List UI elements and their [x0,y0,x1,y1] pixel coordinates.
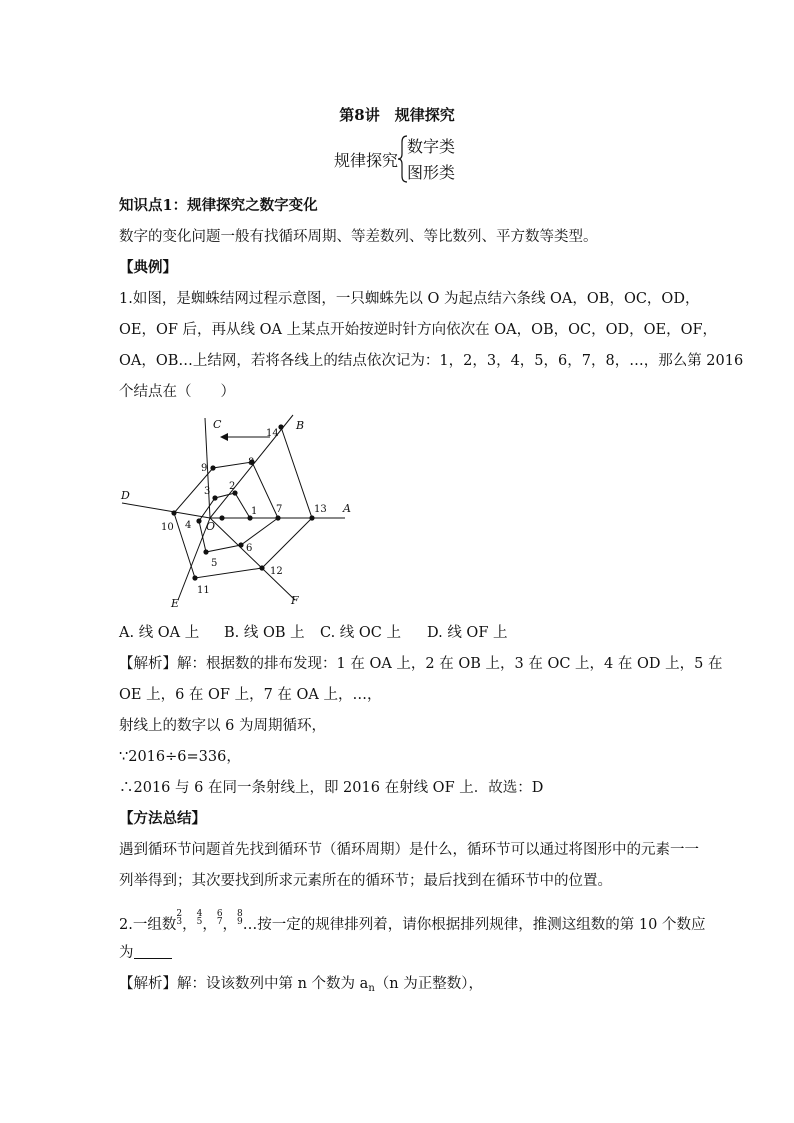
kp1-heading: 知识点1：规律探究之数字变化 [119,197,318,214]
option-d: D. 线 OF 上 [427,625,508,641]
q1-line-3: OA，OB…上结网，若将各线上的结点依次记为：1，2，3，4，5，6，7，8，…，那么第 2016 [119,353,744,369]
node-6: 6 [246,543,253,554]
outline-root: 规律探究 [334,151,399,170]
node-9: 9 [201,463,208,474]
q2-suffix: …按一定的规律排列着，请你根据排列规律，推测这组数的第 10 个数应 [242,917,706,933]
q2-prefix: 2.一组数 [119,917,177,933]
page-title: 第8讲 规律探究 [339,106,455,124]
node-5: 5 [211,558,218,569]
node-4: 4 [185,520,192,531]
a1-line-1: 【解析】解：根据数的排布发现：1 在 OA 上，2 在 OB 上，3 在 OC 上，4 在 OD 上，5 在 [119,656,723,672]
outline-branch-number: 数字类 [407,137,456,156]
label-O: O [206,520,216,533]
node-14: 14 [266,428,279,439]
outline-branch-figure: 图形类 [407,163,456,182]
q1-line-2: OE，OF 后，再从线 OA 上某点开始按逆时针方向依次在 OA，OB，OC，OD，OE，OF， [119,322,718,338]
a1-line-5: ∴2016 与 6 在同一条射线上，即 2016 在射线 OF 上．故选：D [119,780,544,796]
q2-line2-text: 为 [119,945,134,961]
fraction-1: 2 3 [176,909,183,927]
q2-analysis-suffix: （n 为正整数）， [374,976,483,992]
a1-line-4: ∵2016÷6=336， [119,749,241,765]
method-line-1: 遇到循环节问题首先找到循环节（循环周期）是什么，循环节可以通过将图形中的元素一一 [119,842,699,858]
label-D: D [121,489,130,502]
answer-blank [134,944,172,959]
node-7: 7 [276,504,283,515]
q1-line-1: 1.如图，是蜘蛛结网过程示意图，一只蜘蛛先以 O 为起点结六条线 OA，OB，OC，OD， [119,291,700,307]
example-heading: 【典例】 [119,259,177,276]
node-10: 10 [161,522,174,533]
node-3: 3 [204,486,211,497]
q2-line-2 [119,943,172,963]
node-2: 2 [229,481,236,492]
node-12: 12 [270,566,283,577]
q2-analysis-prefix: 【解析】解：设该数列中第 n 个数为 a [119,976,369,992]
label-E: E [171,597,180,610]
fraction-2: 4 5 [196,909,203,927]
a1-line-3: 射线上的数字以 6 为周期循环， [119,718,326,734]
method-line-2: 列举得到；其次要找到所求元素所在的循环节；最后找到在循环节中的位置。 [119,873,612,889]
q2-line-1: 2.一组数 2 3 ， 4 5 ， 6 7 ， 8 9 …按一定的规律排列着，请你根据排列规律，推测这组数的第 10 个数应 [119,909,706,933]
ray-OD [122,503,210,518]
label-F: F [291,594,299,607]
option-c: C. 线 OC 上 [320,625,401,641]
fraction-3: 6 7 [216,909,223,927]
label-C: C [213,418,222,431]
kp1-intro: 数字的变化问题一般有找循环周期、等差数列、等比数列、平方数等类型。 [119,229,598,245]
option-b: B. 线 OB 上 [224,625,305,641]
outline-brace [334,134,464,184]
ray-OF [210,518,295,600]
node-8: 8 [248,457,255,468]
node-11: 11 [197,585,210,596]
option-a: A. 线 OA 上 [119,625,200,641]
label-A: A [343,502,351,515]
node-13: 13 [314,504,327,515]
label-B: B [296,419,305,432]
node-1: 1 [251,506,258,517]
fraction-4: 8 9 [237,909,243,927]
q2-analysis [119,974,483,999]
spider-web-figure [110,408,360,613]
method-heading: 【方法总结】 [119,810,206,827]
a1-line-2: OE 上，6 在 OF 上，7 在 OA 上，…， [119,687,382,703]
q2-analysis-sub: n [368,983,375,994]
q1-line-4: 个结点在（ ） [119,384,235,400]
